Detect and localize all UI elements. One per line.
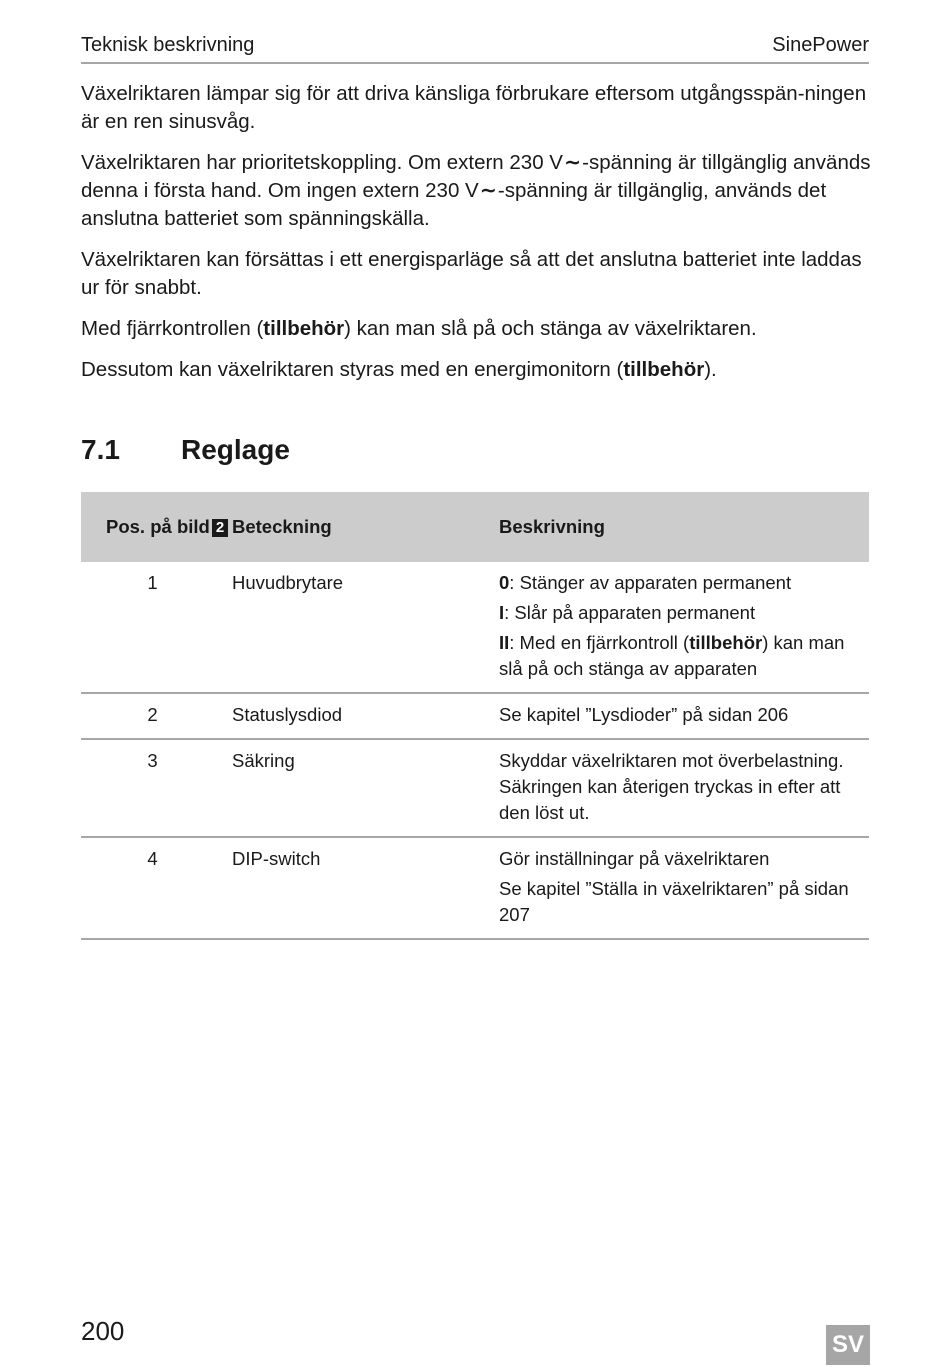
paragraph-4-part-a: Med fjärrkontrollen ( bbox=[81, 317, 264, 340]
header-title: Teknisk beskrivning bbox=[81, 34, 255, 56]
desc-accessory: tillbehör bbox=[689, 632, 763, 653]
row-name: Huvudbrytare bbox=[232, 562, 499, 693]
paragraph-4-accessory: tillbehör bbox=[263, 317, 345, 340]
desc-text: : Med en fjärrkontroll ( bbox=[509, 632, 690, 653]
header-product: SinePower bbox=[772, 34, 869, 56]
row-desc bbox=[499, 562, 869, 693]
figure-ref-badge: 2 bbox=[212, 519, 228, 537]
paragraph-5-part-b: ). bbox=[704, 358, 717, 381]
desc-line bbox=[499, 570, 869, 596]
table-row bbox=[81, 693, 869, 739]
row-desc bbox=[499, 693, 869, 739]
ac-wave-icon: ∼ bbox=[563, 151, 582, 174]
header-name: Beteckning bbox=[232, 492, 499, 562]
desc-line: Skyddar växelriktaren mot överbelastning. Säkringen kan återigen tryckas in efter att den löst ut. bbox=[499, 750, 844, 823]
paragraph-2-part-a: Växelriktaren har prioritetskoppling. Om extern 230 V bbox=[81, 151, 563, 174]
paragraph-1: Växelriktaren lämpar sig för att driva känsliga förbrukare eftersom utgångsspän-ningen är en ren sinusvåg. bbox=[81, 82, 867, 133]
paragraph-3: Växelriktaren kan försättas i ett energisparläge så att det anslutna batteriet inte laddas ur för snabbt. bbox=[81, 248, 862, 299]
switch-position: II bbox=[499, 632, 510, 653]
row-name: Säkring bbox=[232, 739, 499, 837]
paragraph-2-part-b: -spänning är tillgänglig används denna i första hand. Om ingen extern 230 V bbox=[81, 151, 871, 202]
paragraph-5-accessory: tillbehör bbox=[623, 358, 705, 381]
switch-position: I bbox=[499, 602, 505, 623]
row-pos: 4 bbox=[81, 837, 232, 939]
paragraph-2-part-c: -spänning är tillgänglig, används det anslutna batteriet som spänningskälla. bbox=[81, 179, 827, 230]
paragraph-4 bbox=[81, 315, 871, 343]
table-row bbox=[81, 562, 869, 693]
page-header bbox=[81, 30, 869, 64]
body-text bbox=[81, 80, 871, 397]
row-desc bbox=[499, 837, 869, 939]
row-pos: 1 bbox=[81, 562, 232, 693]
row-desc bbox=[499, 739, 869, 837]
desc-line: Se kapitel ”Ställa in växelriktaren” på sidan 207 bbox=[499, 878, 849, 925]
controls-table bbox=[81, 492, 869, 940]
row-name: Statuslysdiod bbox=[232, 693, 499, 739]
language-badge: SV bbox=[826, 1325, 870, 1365]
paragraph-2 bbox=[81, 149, 871, 233]
switch-position: 0 bbox=[499, 572, 510, 593]
desc-line: Gör inställningar på växelriktaren bbox=[499, 848, 770, 869]
desc-line bbox=[499, 600, 869, 626]
ac-wave-icon: ∼ bbox=[479, 179, 497, 202]
table-header-row bbox=[81, 492, 869, 562]
paragraph-5 bbox=[81, 356, 871, 384]
desc-text: ) kan man slå på och stänga av apparaten bbox=[499, 632, 845, 679]
paragraph-5-part-a: Dessutom kan växelriktaren styras med en energimonitorn ( bbox=[81, 358, 624, 381]
paragraph-4-part-b: ) kan man slå på och stänga av växelriktaren. bbox=[344, 317, 757, 340]
row-name: DIP-switch bbox=[232, 837, 499, 939]
section-title: Reglage bbox=[181, 434, 290, 465]
header-desc: Beskrivning bbox=[499, 492, 869, 562]
table-row bbox=[81, 739, 869, 837]
desc-line: Se kapitel ”Lysdioder” på sidan 206 bbox=[499, 704, 789, 725]
page-number: 200 bbox=[81, 1316, 125, 1346]
desc-text: : Stänger av apparaten permanent bbox=[509, 572, 792, 593]
header-pos bbox=[81, 492, 232, 562]
row-pos: 2 bbox=[81, 693, 232, 739]
table-row bbox=[81, 837, 869, 939]
desc-line bbox=[499, 630, 869, 682]
desc-text: : Slår på apparaten permanent bbox=[504, 602, 756, 623]
row-pos: 3 bbox=[81, 739, 232, 837]
section-number: 7.1 bbox=[81, 434, 120, 465]
header-pos-label: Pos. på bild bbox=[106, 516, 210, 537]
